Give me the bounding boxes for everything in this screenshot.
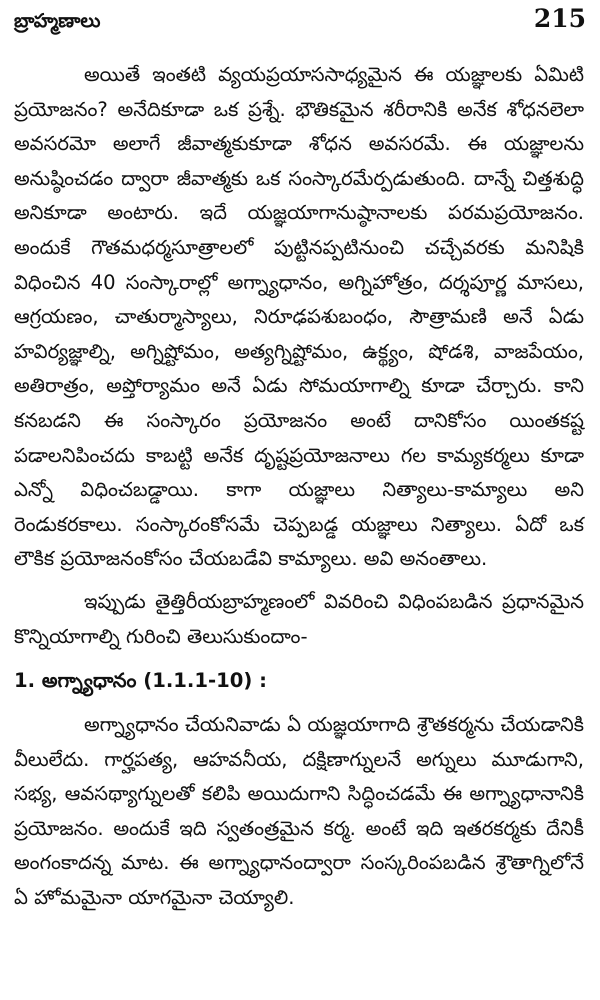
section-heading: 1. అగ్న్యాధానం (1.1.1-10) : [14, 669, 268, 693]
body-text [14, 58, 584, 916]
paragraph: అయితే ఇంతటి వ్యయప్రయాససాధ్యమైన ఈ యజ్ఞాలకు ఏమిటి ప్రయోజనం? అనేదికూడా ఒక ప్రశ్నే. భౌతికమైన శరీరానికి అనేక శోధనలెలా అవసరమో అలాగే జీవాత్మకుకూడా శోధన అవసరమే. ఈ యజ్ఞాలను అనుష్ఠించడం ద్వారా జీవాత్మకు ఒక సంస్కారమేర్పడుతుంది. దాన్నే చిత్తశుద్ధి అనికూడా అంటారు. ఇదే యజ్ఞయాగానుష్ఠానాలకు పరమప్రయోజనం. అందుకే గౌతమధర్మసూత్రాలలో పుట్టినప్పటినుంచి చచ్చేవరకు మనిషికి విధించిన 40 సంస్కారాల్లో అగ్న్యాధానం, అగ్నిహోత్రం, దర్శపూర్ణ మాసలు, ఆగ్రయణం, చాతుర్మాస్యాలు, నిరూఢపశుబంధం, సౌత్రామణి అనే ఏడు హవిర్యజ్ఞాల్ని, అగ్నిష్టోమం, అత్యగ్నిష్టోమం, ఉక్థ్యం, షోడశి, వాజపేయం, అతిరాత్రం, అప్తోర్యామం అనే ఏడు సోమయాగాల్ని కూడా చేర్చారు. కాని కనబడని ఈ సంస్కారం ప్రయోజనం అంటే దానికోసం యింతకష్ట పడాలనిపించదు కాబట్టి అనేక దృష్టప్రయోజనాలు గల కామ్యకర్మలు కూడా ఎన్నో విధించబడ్డాయి. కాగా యజ్ఞాలు నిత్యాలు-కామ్యాలు అని రెండుకరకాలు. సంస్కారంకోసమే చెప్పబడ్డ యజ్ఞాలు నిత్యాలు. ఏదో ఒక లౌకిక ప్రయోజనంకోసం చేయబడేవి కామ్యాలు. అవి అనంతాలు. [14, 63, 584, 571]
running-header [14, 4, 586, 44]
section-paragraph: అగ్న్యాధానం చేయనివాడు ఏ యజ్ఞయాగాది శ్రౌతకర్మను చేయడానికి వీలులేదు. గార్హపత్య, ఆహవనీయ, దక్షిణాగ్నులనే అగ్నులు మూడుగాని, సభ్య, ఆవసథ్యాగ్నులతో కలిపి అయిదుగాని సిద్ధించడమే ఈ అగ్న్యాధానానికి ప్రయోజనం. అందుకే ఇది స్వతంత్రమైన కర్మ. అంటే ఇది ఇతరకర్మకు దేనికీ అంగంకాదన్న మాట. ఈ అగ్న్యాధానంద్వారా సంస్కరింపబడిన శ్రౌతాగ్నిలోనే ఏ హోమమైనా యాగమైనా చెయ్యాలి. [14, 713, 584, 910]
paragraph: ఇప్పుడు తైత్తిరీయబ్రాహ్మణంలో వివరించి విధింపబడిన ప్రధానమైన కొన్నియాగాల్ని గురించి తెలుసుకుందాం- [14, 589, 584, 648]
running-title: బ్రాహ్మణాలు [14, 10, 101, 32]
page-number: 215 [533, 4, 586, 33]
